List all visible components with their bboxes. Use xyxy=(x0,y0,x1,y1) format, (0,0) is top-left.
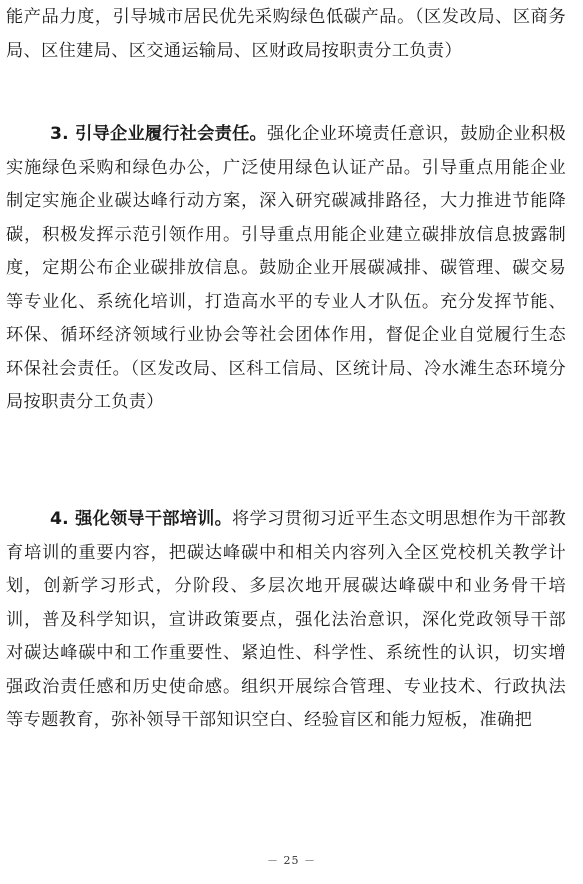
paragraph-guide-enterprise-responsibility xyxy=(6,118,566,420)
paragraph-continued xyxy=(6,1,566,68)
page-number: － 25 － xyxy=(267,854,316,867)
paragraph-text: 将学习贯彻习近平生态文明思想作为干部教育培训的重要内容，把碳达峰碳中和相关内容列入全区党校机关教学计划，创新学习形式，分阶段、多层次地开展碳达峰碳中和业务骨干培训，普及科学知识，宣讲政策要点，强化法治意识，深化党政领导干部对碳达峰碳中和工作重要性、紧迫性、科学性、系统性的认识，切实增强政治责任感和历史使命感。组织开展综合管理、专业技术、行政执法等专题教育，弥补领导干部知识空白、经验盲区和能力短板，准确把 xyxy=(6,509,566,730)
section-heading: 4. 强化领导干部培训。 xyxy=(50,509,232,529)
section-heading: 3. 引导企业履行社会责任。 xyxy=(50,124,267,144)
paragraph-strengthen-cadre-training xyxy=(6,503,566,738)
paragraph-text: 能产品力度，引导城市居民优先采购绿色低碳产品。（区发改局、区商务局、区住建局、区交通运输局、区财政局按职责分工负责） xyxy=(6,7,566,61)
paragraph-text: 强化企业环境责任意识，鼓励企业积极实施绿色采购和绿色办公，广泛使用绿色认证产品。引导重点用能企业制定实施企业碳达峰行动方案，深入研究碳减排路径，大力推进节能降碳，积极发挥示范引领作用。引导重点用能企业建立碳排放信息披露制度，定期公布企业碳排放信息。鼓励企业开展碳减排、碳管理、碳交易等专业化、系统化培训，打造高水平的专业人才队伍。充分发挥节能、环保、循环经济领域行业协会等社会团体作用，督促企业自觉履行生态环保社会责任。（区发改局、区科工信局、区统计局、冷水滩生态环境分局按职责分工负责） xyxy=(6,124,567,412)
